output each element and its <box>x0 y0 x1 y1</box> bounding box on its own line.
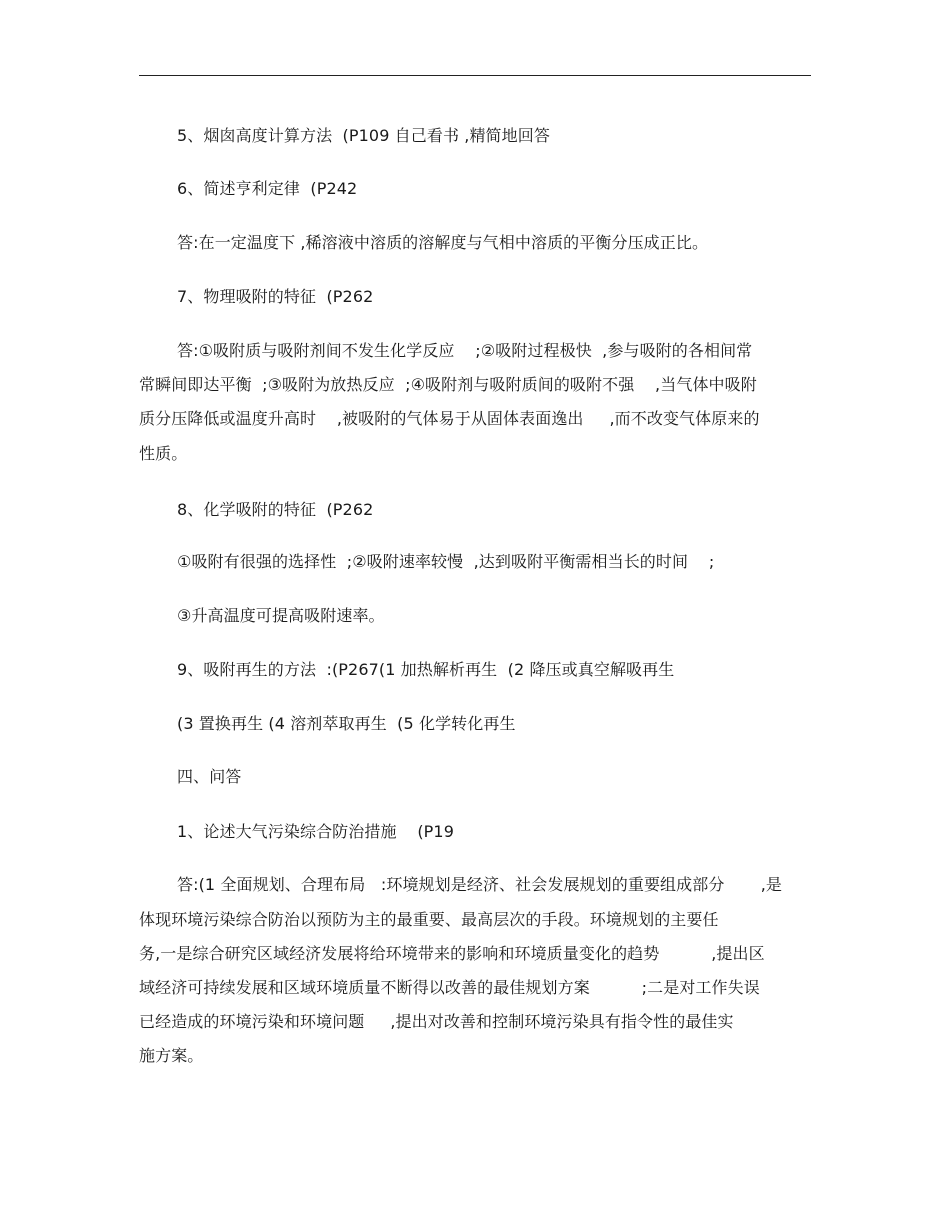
q7-answer-line-4: 性质。 <box>139 444 188 463</box>
q9-heading: 9、吸附再生的方法 :(P267(1 加热解析再生 (2 降压或真空解吸再生 <box>177 660 675 679</box>
q8-answer-line-2: ③升高温度可提高吸附速率。 <box>177 606 385 625</box>
essay-q1-answer-line-6: 施方案。 <box>139 1046 204 1065</box>
essay-q1-answer-line-1: 答:(1 全面规划、合理布局 :环境规划是经济、社会发展规划的重要组成部分 ,是 <box>177 875 783 894</box>
essay-q1-answer-line-2: 体现环境污染综合防治以预防为主的最重要、最高层次的手段。环境规划的主要任 <box>139 910 719 929</box>
header-rule <box>139 75 811 76</box>
essay-q1-answer-line-3: 务,一是综合研究区域经济发展将给环境带来的影响和环境质量变化的趋势 ,提出区 <box>139 944 765 963</box>
q7-heading: 7、物理吸附的特征 (P262 <box>177 287 374 306</box>
essay-q1-answer-line-4: 域经济可持续发展和区域环境质量不断得以改善的最佳规划方案 ;二是对工作失误 <box>139 978 760 997</box>
q8-heading: 8、化学吸附的特征 (P262 <box>177 500 374 519</box>
q7-answer-line-1: 答:①吸附质与吸附剂间不发生化学反应 ;②吸附过程极快 ,参与吸附的各相间常 <box>177 341 753 360</box>
section-4-heading: 四、问答 <box>177 767 242 786</box>
q6-heading: 6、简述亨利定律 (P242 <box>177 179 358 198</box>
q8-answer-line-1: ①吸附有很强的选择性 ;②吸附速率较慢 ,达到吸附平衡需相当长的时间 ; <box>177 552 715 571</box>
q6-answer: 答:在一定温度下 ,稀溶液中溶质的溶解度与气相中溶质的平衡分压成正比。 <box>177 233 709 252</box>
q9-answer: (3 置换再生 (4 溶剂萃取再生 (5 化学转化再生 <box>177 714 516 733</box>
essay-q1-answer-line-5: 已经造成的环境污染和环境问题 ,提出对改善和控制环境污染具有指令性的最佳实 <box>139 1012 734 1031</box>
q7-answer-line-2: 常瞬间即达平衡 ;③吸附为放热反应 ;④吸附剂与吸附质间的吸附不强 ,当气体中吸附 <box>139 375 757 394</box>
essay-q1-heading: 1、论述大气污染综合防治措施 (P19 <box>177 822 454 841</box>
q5-heading: 5、烟囱高度计算方法 (P109 自己看书 ,精简地回答 <box>177 126 550 145</box>
q7-answer-line-3: 质分压降低或温度升高时 ,被吸附的气体易于从固体表面逸出 ,而不改变气体原来的 <box>139 409 760 428</box>
